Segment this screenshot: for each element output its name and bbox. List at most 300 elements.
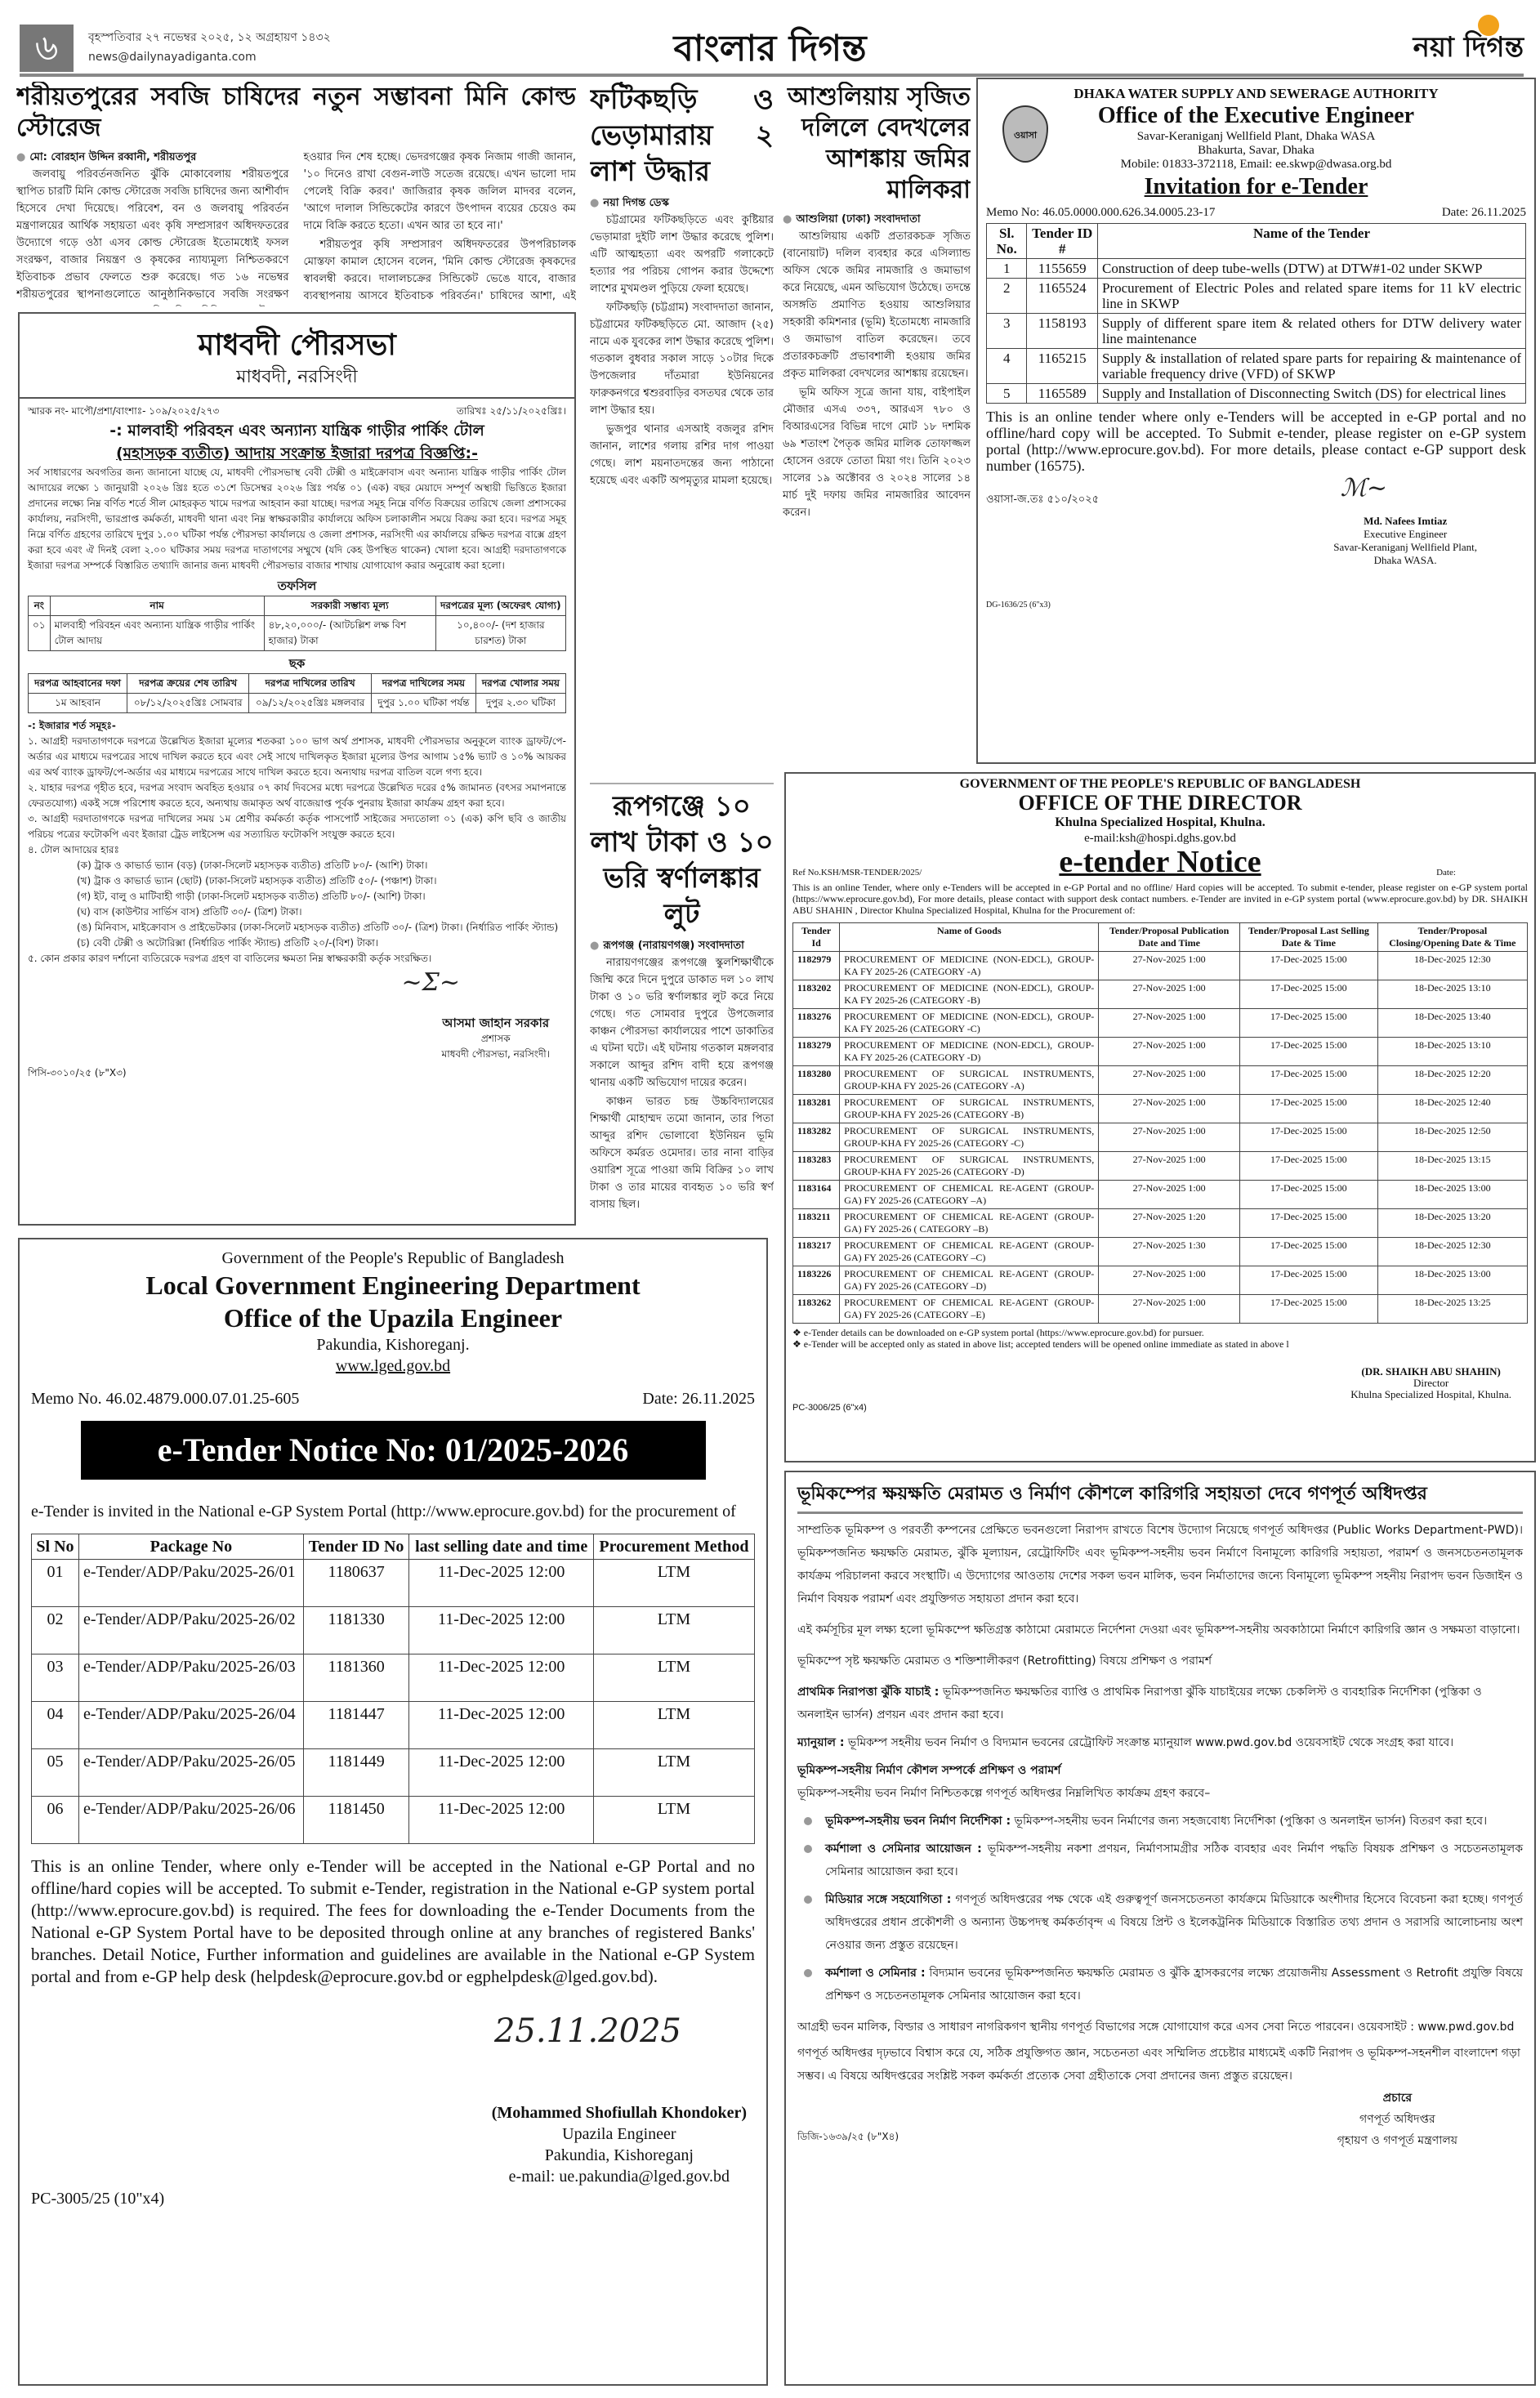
table-row	[32, 1560, 755, 1607]
headline: ভূমিকম্পের ক্ষয়ক্ষতি মেরামত ও নির্মাণ কৌশলে কারিগরি সহায়তা দেবে গণপূর্ত অধিদপ্তর	[797, 1480, 1523, 1514]
table-cell: 1183280	[793, 1066, 840, 1095]
table-cell: 3	[987, 314, 1027, 349]
newspaper-logo	[1413, 26, 1524, 73]
website-link[interactable]: www.lged.gov.bd	[335, 1357, 451, 1375]
table-cell: 1165589	[1027, 384, 1098, 404]
table-cell: 06	[32, 1797, 79, 1844]
dwasa-tender-table	[986, 223, 1526, 404]
toll-rate-item: (ঘ) বাস (কাউন্টার সার্ভিস বাস) প্রতিটি ৩০/- (ত্রিশ) টাকা।	[77, 906, 302, 918]
toll-rates-list	[28, 858, 566, 951]
table-cell: 27-Nov-2025 1:00	[1099, 1009, 1240, 1038]
table-cell: 18-Dec-2025 12:30	[1377, 952, 1527, 980]
table-cell: 1183281	[793, 1095, 840, 1123]
byline: ● মো: বোরহান উদ্দিন রব্বানী, শরীয়তপুর	[16, 149, 289, 166]
article-bodies-recovered	[590, 82, 774, 780]
dates-table	[28, 673, 566, 713]
subintro: ভূমিকম্প-সহনীয় ভবন নির্মাণ নিশ্চিতকল্পে গণপূর্ত অধিদপ্তর নিম্নলিখিত কার্যক্রম গ্রহণ করবে–	[797, 1787, 1211, 1800]
table-cell: 1181450	[303, 1797, 409, 1844]
ad-code: PC-3006/25 (6"x4)	[792, 1403, 867, 1413]
table-cell: PROCUREMENT OF MEDICINE (NON-EDCL), GROUP-KA FY 2025-26 (CATEGORY -D)	[840, 1038, 1099, 1066]
table-row	[987, 259, 1526, 279]
table-cell: 17-Dec-2025 15:00	[1240, 1123, 1378, 1152]
column-header: Tender/Proposal Last Selling Date & Time	[1240, 923, 1378, 952]
column-header: Package No	[78, 1534, 303, 1560]
table-cell: 4	[987, 349, 1027, 384]
paragraph: জলবায়ু পরিবর্তনজনিত ঝুঁকি মোকাবেলায় শরীয়তপুরে স্থাপিত চারটি মিনি কোল্ড স্টোরেজ সবজি চাষিদের জন্য আশীর্বাদ হিসেবে দেখা দিয়েছে। পরিবেশ, বন ও জলবায়ু পরিবর্তন মন্ত্রণালয়ের আর্থিক সহায়তা এবং কৃষি সম্প্রসারণ অধিদফতরের উদ্যোগে গড়ে ওঠা এসব কোল্ড স্টোরেজ ইতোমধ্যেই ফসল সংরক্ষণ, বাজার নিয়ন্ত্রণ ও কৃষকের ন্যায্যমূল্য নিশ্চিতকরণে ইতিবাচক প্রভাব ফেলতে শুরু করেছে। গত ১৬ নভেম্বর শরীয়তপুরের স্থাপনাগুলোতে আনুষ্ঠানিকভাবে সবজি সংরক্ষণ হওয়ার দিন শেষ হচ্ছে। ভেদরগঞ্জের কৃষক নিজাম গাজী জানান, '১০ দিনেও রাখা বেগুন-লাউ সতেজ রয়েছে। এখন ভালো দাম পেলেই বিক্রি করব।' জাজিরার কৃষক জলিল মাদবর বলেন, 'আগে দালাল সিন্ডিকেটের কারণে উৎপাদন ব্যয়ের চেয়েও কম দামে বিক্রি করতে হতো। এখন আর তা হবে না।'	[16, 151, 576, 301]
office-name: Office of the Executive Engineer	[1097, 103, 1415, 128]
table-cell: 2	[987, 279, 1027, 314]
table-cell: PROCUREMENT OF MEDICINE (NON-EDCL), GROUP-KA FY 2025-26 (CATEGORY -C)	[840, 1009, 1099, 1038]
table-cell: Procurement of Electric Poles and related spare items for 11 kV electric line in SKWP	[1097, 279, 1525, 314]
notice-intro: This is an online Tender, where only e-Tenders will be accepted in e-GP Portal and no offline/ Hard copies will be accepted. To submit e-tender, please register on e-GP system portal (https://www.eprocure.gov.bd), For more details, please contact with support desk contact numbers. e-Tender are invited in e-GP system portal (www.eprocure.gov.bd) by DR. SHAIKH ABU SHAHIN , Director Khulna Specialized Hospital, Khulna for the Procurement of:	[792, 882, 1528, 916]
chart-title: ছক	[288, 656, 306, 671]
table-cell: 27-Nov-2025 1:00	[1099, 1295, 1240, 1324]
table-cell: e-Tender/ADP/Paku/2025-26/06	[78, 1797, 303, 1844]
bullet-text: বিদ্যমান ভবনের ভূমিকম্পজনিত ক্ষয়ক্ষতি মেরামত ও ঝুঁকি হ্রাসকরণের লক্ষ্যে প্রয়োজনীয় Assessment ও Retrofit প্রযুক্তি বিষয়ে প্রশিক্ষণ ও সচেতনতামূলক সেমিনার আয়োজন করা হবে।	[825, 1967, 1523, 2003]
table-cell: PROCUREMENT OF MEDICINE (NON-EDCL), GROUP-KA FY 2025-26 (CATEGORY -A)	[840, 952, 1099, 980]
column-header: Name of Goods	[840, 923, 1099, 952]
table-cell: 17-Dec-2025 15:00	[1240, 1095, 1378, 1123]
signatory-office: Dhaka WASA.	[1373, 554, 1437, 566]
table-cell: PROCUREMENT OF CHEMICAL RE-AGENT (GROUP-GA) FY 2025-26 (CATEGORY –E)	[840, 1295, 1099, 1324]
notice-note: This is an online tender where only e-Tenders will be accepted in e-GP portal and no offline/hard copy will be accepted. To Submit e-tender, please register on e-GP system portal (http://www.eprocure.gov.bd). For more details, please contact e-GP support desk number (16575).	[986, 409, 1526, 474]
table-cell: 1183217	[793, 1238, 840, 1266]
table-cell: 27-Nov-2025 1:30	[1099, 1238, 1240, 1266]
publisher: গৃহায়ণ ও গণপূর্ত মন্ত্রণালয়	[1337, 2134, 1457, 2147]
bullet-icon	[804, 1845, 812, 1853]
signatory-designation: Upazila Engineer	[562, 2125, 676, 2143]
signatory-name: Md. Nafees Imtiaz	[1364, 515, 1448, 527]
municipality-title: মাধবদী পৌরসভা	[198, 328, 396, 362]
table-row	[793, 1066, 1528, 1095]
column-header: Procurement Method	[593, 1534, 754, 1560]
table-cell: 1181447	[303, 1702, 409, 1749]
table-cell: 11-Dec-2025 12:00	[409, 1749, 594, 1797]
header-row	[29, 596, 566, 616]
column-header: Sl No	[32, 1534, 79, 1560]
table-cell: LTM	[593, 1702, 754, 1749]
condition-item: ৩. আগ্রহী দরদাতাগণকে দরপত্র দাখিলের সময় ১ম শ্রেণীর কর্মকর্তা কর্তৃক পাসপোর্ট সাইজের সদ্যতোলা ০১ (এক) কপি ছবি ও জাতীয় পরিচয় পত্রের ফটোকপি এবং ইজারা ট্রেড লাইসেন্স এর সত্যায়িত ফটোকপি সংযুক্ত করতে হবে।	[28, 813, 566, 840]
bullet-item	[825, 1838, 1523, 1883]
bullet-item	[825, 1810, 1523, 1833]
headline: রূপগঞ্জে ১০ লাখ টাকা ও ১০ ভরি স্বর্ণালঙ্কার লুট	[590, 790, 774, 931]
headline: আশুলিয়ায় সৃজিত দলিলে বেদখলের আশঙ্কায় জমির মালিকরা	[788, 83, 971, 204]
header-divider	[20, 74, 1524, 77]
conditions-title: -: ইজারার শর্ত সমূহঃ-	[28, 720, 116, 731]
table-cell: 27-Nov-2025 1:00	[1099, 1095, 1240, 1123]
paragraph: ভুজপুর থানার এসআই বজলুর রশিদ জানান, লাশের গলায় রশির দাগ পাওয়া গেছে। লাশ ময়নাতদন্তের জন্য পাঠানো হয়েছে এবং একটি অপমৃত্যুর মামলা হয়েছে।	[590, 423, 774, 487]
table-row	[32, 1654, 755, 1702]
header-row	[32, 1534, 755, 1560]
notice-heading-2: (মহাসড়ক ব্যতীত) আদায় সংক্রান্ত ইজারা দরপত্র বিজ্ঞপ্তি:-	[116, 444, 478, 462]
logo-text: ওয়াসা	[1013, 130, 1038, 141]
table-row	[29, 694, 566, 713]
condition-5: ৫. কোন প্রকার কারণ দর্শানো ব্যতিরেকে দরপত্র গ্রহণ বা বাতিলের ক্ষমতা নিম্ন স্বাক্ষরকারী কর্তৃক সংরক্ষিত।	[28, 953, 432, 964]
notice-number-banner: e-Tender Notice No: 01/2025-2026	[81, 1421, 706, 1480]
table-cell: 27-Nov-2025 1:00	[1099, 1123, 1240, 1152]
bullet-label: কর্মশালা ও সেমিনার :	[825, 1967, 926, 1980]
table-cell: PROCUREMENT OF CHEMICAL RE-AGENT (GROUP-GA) FY 2025-26 (CATEGORY –A)	[840, 1181, 1099, 1209]
table-row	[32, 1607, 755, 1654]
table-cell: LTM	[593, 1607, 754, 1654]
table-cell: ১০,৪০০/- (দশ হাজার চারশত) টাকা	[435, 616, 565, 651]
signature: ~Ʃ~	[401, 968, 460, 997]
table-row	[32, 1797, 755, 1844]
table-row	[793, 1123, 1528, 1152]
bullet-text: ভূমিকম্প-সহনীয় নকশা প্রণয়ন, নির্মাণসামগ্রীর সঠিক ব্যবহার এবং নির্মাণ পদ্ধতি বিষয়ক প্রশিক্ষণ ও সচেতনতামূলক সেমিনার আয়োজন করা হবে।	[825, 1842, 1523, 1878]
table-row	[793, 1009, 1528, 1038]
table-cell: 27-Nov-2025 1:00	[1099, 1266, 1240, 1295]
table-cell: 18-Dec-2025 13:10	[1377, 980, 1527, 1009]
table-cell: 18-Dec-2025 12:30	[1377, 1238, 1527, 1266]
table-cell: 17-Dec-2025 15:00	[1240, 1266, 1378, 1295]
table-cell: e-Tender/ADP/Paku/2025-26/02	[78, 1607, 303, 1654]
notice-date: তারিখঃ ২৫/১১/২০২৫খ্রিঃ।	[456, 405, 566, 417]
column-header: দরপত্র দাখিলের তারিখ	[249, 674, 372, 694]
table-cell: 27-Nov-2025 1:00	[1099, 980, 1240, 1009]
table-row	[793, 1266, 1528, 1295]
table-cell: দুপুর ১.০০ ঘটিকা পর্যন্ত	[371, 694, 475, 713]
item-label: প্রাথমিক নিরাপত্তা ঝুঁকি যাচাই :	[797, 1686, 940, 1699]
column-header: Tender/Proposal Closing/Opening Date & Time	[1377, 923, 1527, 952]
table-cell: e-Tender/ADP/Paku/2025-26/03	[78, 1654, 303, 1702]
table-cell: 5	[987, 384, 1027, 404]
article-robbery	[590, 788, 774, 1230]
madhabdi-tender-ad	[18, 312, 576, 1226]
header-row	[29, 674, 566, 694]
toll-rate-item: (ঙ) মিনিবাস, মাইক্রোবাস ও প্রাইভেটকার (ঢাকা-সিলেট মহাসড়ক ব্যতীত) প্রতিটি ৩০/- (ত্রিশ) টাকা। (নির্ধারিত পার্কিং স্ট্যান্ড)	[77, 922, 559, 933]
notice-body: সর্ব সাধারণের অবগতির জন্য জানানো যাচ্ছে যে, মাধবদী পৌরসভাস্থ বেবী টেক্সী ও মাইক্রোবাস এবং অন্যান্য যান্ত্রিক গাড়ীর পার্কিং টোল আদায়ের লক্ষ্যে ১ জানুয়ারী ২০২৬ খ্রিঃ হতে ৩১শে ডিসেম্বর ২০২৬ খ্রিঃ পর্যন্ত ০১ (এক) বছর মেয়াদে সম্পূর্ণ অস্থায়ী ভিত্তিতে ইজারা প্রদানের লক্ষ্যে নিম্ন বর্ণিত শর্তে সীল মোহরকৃত খামে দরপত্র আহবান করা যাচ্ছে। দরপত্র সমূহ নিম্নে বর্ণিত বিক্রয়ের তারিখে জেলা প্রশাসকের কার্যালয়, নরসিংদী, ভারপ্রাপ্ত কর্মকর্তা, মাধবদী থানা এবং নিম্ন স্বাক্ষরকারীর কার্যালয়ে অফিস চলাকালীন সময়ে বিক্রয় করা হবে। দরপত্র সমূহ নিম্নে বর্ণিত গ্রহণের তারিখে দুপুর ১.০০ ঘটিকা পর্যন্ত পৌরসভা কার্যালয়ে ও জেলা প্রশাসক, নরসিংদী এর কার্যালয়ে রক্ষিত দরপত্র বাক্সে গ্রহণ করা হবে এবং ঐ দিনই বেলা ২.০০ ঘটিকার সময় দরপত্র দাতাগণের সম্মুখে (যদি কেহ উপস্থিত থাকেন) খোলা হবে। আগ্রহী দরদাতাগণকে ইজারা দরপত্র সম্পর্কে বিস্তারিত তথ্যাদি জানার জন্য মাধবদী পৌরসভার বাজার শাখায় যোগাযোগ করার অনুরোধ করা হলো।	[28, 467, 566, 571]
table-row	[793, 1238, 1528, 1266]
bullet-label: ভূমিকম্প-সহনীয় ভবন নির্মাণ নির্দেশিকা :	[825, 1815, 1011, 1828]
table-cell: 18-Dec-2025 13:00	[1377, 1266, 1527, 1295]
table-cell: 1183202	[793, 980, 840, 1009]
table-cell: e-Tender/ADP/Paku/2025-26/04	[78, 1702, 303, 1749]
paragraph: ফটিকছড়ি (চট্টগ্রাম) সংবাদদাতা জানান, চট্টগ্রামের ফটিকছড়িতে মো. আজাদ (২৫) নামে এক যুবকের লাশ উদ্ধার করেছে পুলিশ। গতকাল বুধবার সকাল সাড়ে ১০টার দিকে উপজেলার দাঁতমারা ইউনিয়নের ফারুকনগরে শ্বশুরবাড়ির বসতঘর থেকে তার লাশ উদ্ধার হয়।	[590, 301, 774, 417]
byline: ● রূপগঞ্জ (নারায়ণগঞ্জ) সংবাদদাতা	[590, 937, 774, 954]
toll-rate-item: (চ) বেবী টেক্সী ও অটোরিক্সা (নির্ধারিত পার্কিং স্ট্যান্ড) প্রতিটি ২০/-(বিশ) টাকা।	[77, 937, 379, 949]
table-cell: ৪৮,২০,০০০/- (আটচল্লিশ লক্ষ বিশ হাজার) টাকা	[264, 616, 435, 651]
paragraph: কাঞ্চন ভারত চন্দ্র উচ্চবিদ্যালয়ের শিক্ষার্থী মোহাম্মদ তমো জানান, তার পিতা আব্দুর রশিদ ভোলাবো ইউনিয়ন ভূমি অফিসে কর্মরত ওমেদার। তার নানা বাড়ির ওয়ারিশ সূত্রে পাওয়া জমি বিক্রির ১০ লাখ টাকা ও তার মায়ের ব্যবহৃত ১০ ভরি স্বর্ণ বাসায় ছিল।	[590, 1096, 774, 1211]
toll-rate-item: (খ) ট্রাক ও কাভার্ড ভ্যান (ছোট) (ঢাকা-সিলেট মহাসড়ক ব্যতীত) প্রতিটি ৫০/- (পঞ্চাশ) টাকা।	[77, 875, 437, 886]
table-cell: LTM	[593, 1560, 754, 1607]
paragraph: আশুলিয়ায় একটি প্রতারকচক্র সৃজিত (বানোয়াট) দলিল ব্যবহার করে এসিল্যান্ড অফিস থেকে জমির নামজারি ও জমাভাগ করে নিয়েছে, এমন অভিযোগ উঠেছে। তদন্তে অসঙ্গতি প্রমাণিত হওয়ায় আশুলিয়ার সহকারী কমিশনার (ভূমি) ইতোমধ্যে নামজারি ও জমাভাগ বাতিল করেছেন। তবে প্রতারকচক্রটি প্রভাবশালী হওয়ায় জমির প্রকৃত মালিকরা বেদখলের আশঙ্কায় রয়েছেন।	[783, 230, 971, 380]
table-cell: Supply and Installation of Disconnecting Switch (DS) for electrical lines	[1097, 384, 1525, 404]
table-cell: PROCUREMENT OF MEDICINE (NON-EDCL), GROUP-KA FY 2025-26 (CATEGORY -B)	[840, 980, 1099, 1009]
table-row	[32, 1702, 755, 1749]
schedule-title: তফসিল	[277, 578, 317, 593]
column-header: Tender/Proposal Publication Date and Time	[1099, 923, 1240, 952]
municipality-location: মাধবদী, নরসিংদী	[236, 367, 358, 387]
table-cell: ১ম আহবান	[29, 694, 127, 713]
table-cell: 18-Dec-2025 13:00	[1377, 1181, 1527, 1209]
table-cell: 1180637	[303, 1560, 409, 1607]
article-cold-storage	[16, 82, 576, 306]
signatory-designation: Director	[1413, 1377, 1449, 1389]
notice-date: Date: 26.11.2025	[1441, 206, 1526, 219]
table-cell: 11-Dec-2025 12:00	[409, 1654, 594, 1702]
table-cell: 17-Dec-2025 15:00	[1240, 1209, 1378, 1238]
logo-text: নয়া দিগন্ত	[1413, 31, 1524, 64]
byline: ● নয়া দিগন্ত ডেস্ক	[590, 194, 774, 212]
toll-rate-item: (গ) ইট, বালু ও মাটিবাহী গাড়ী (ঢাকা-সিলেট মহাসড়ক ব্যতীত) প্রতিটি ৮০/- (আশি) টাকা।	[77, 891, 426, 902]
note: ❖ e-Tender details can be downloaded on e-GP system portal (https://www.eprocure.gov.bd) for pursuer.	[792, 1327, 1204, 1338]
office-location: Pakundia, Kishoreganj.	[316, 1336, 470, 1354]
condition-item: ৪. টোল আদায়ের হারঃ	[28, 844, 119, 855]
table-row	[793, 980, 1528, 1009]
table-row	[793, 1209, 1528, 1238]
table-cell: 1183276	[793, 1009, 840, 1038]
table-cell: 17-Dec-2025 15:00	[1240, 1238, 1378, 1266]
header-row	[987, 224, 1526, 259]
khulna-tender-table	[792, 922, 1528, 1324]
item-label: ম্যানুয়াল :	[797, 1736, 845, 1749]
subheading: ভূমিকম্প-সহনীয় নির্মাণ কৌশল সম্পর্কে প্রশিক্ষণ ও পরামর্শ	[797, 1764, 1061, 1777]
paragraph: চট্টগ্রামের ফটিকছড়িতে এবং কুষ্টিয়ার ভেড়ামারা দুইটি লাশ উদ্ধার করেছে পুলিশ। এটি আত্মহত্যা এবং অপরটি গলাকেটে হত্যার পর পরিচয় গোপন করার উদ্দেশ্যে লাশের মুখমণ্ডল পুড়িয়ে ফেলা হয়েছে।	[590, 214, 774, 295]
paragraph: শরীয়তপুর কৃষি সম্প্রসারণ অধিদফতরের উপপরিচালক মোস্তফা কামাল হোসেন বলেন, 'মিনি কোল্ড স্টোরেজ কৃষকদের স্বাবলম্বী করবে। দালালচক্রের সিন্ডিকেট ভেঙে যাবে, বাজার ব্যবস্থাপনায় আসবে ইতিবাচক পরিবর্তন।' চাষিদের আশা, এই	[303, 239, 576, 302]
column-header: Tender ID #	[1027, 224, 1098, 259]
table-cell: LTM	[593, 1797, 754, 1844]
signatory-name: আসমা জাহান সরকার	[442, 1016, 550, 1030]
lged-tender-table	[31, 1534, 755, 1844]
ad-code: DG-1636/25 (6"x3)	[986, 601, 1051, 610]
signatory-name: (Mohammed Shofiullah Khondoker)	[491, 2104, 747, 2122]
table-cell: 1183226	[793, 1266, 840, 1295]
memo-number: স্মারক নং- মাপৌ/প্রশা/বাংশাঃ- ১০৯/২০২৫/২৭৩	[28, 405, 220, 417]
notice-intro: e-Tender is invited in the National e-GP System Portal (http://www.eprocure.gov.bd) for the procurement of	[31, 1503, 736, 1521]
ad-code: পিসি-৩০১০/২৫ (৮"X৩)	[28, 1067, 127, 1078]
page-number: ৬	[20, 25, 74, 72]
paragraph: ভূমি অফিস সূত্রে জানা যায়, বাইপাইল মৌজার এসএ ৩৩৭, আরএস ৭৮০ ও বিআরএসের বিভিন্ন দাগে মোট ১৮ দশমিক ৬৯ শতাংশ পৈতৃক জমির মালিক তোফাজ্জল হোসেন ওরফে তোতা মিয়া গং। তিনি ২০২৩ সালের ১৯ অক্টোবর ও ২০২৪ সালের ১৪ মার্চ দুই দফায় জমির নামজারির আবেদন করেন।	[783, 386, 971, 519]
signatory-designation: Executive Engineer	[1364, 528, 1448, 540]
signatory-email: e-mail: ue.pakundia@lged.gov.bd	[508, 2168, 730, 2186]
table-cell: 27-Nov-2025 1:00	[1099, 1066, 1240, 1095]
table-cell: ০৮/১২/২০২৫খ্রিঃ সোমবার	[127, 694, 249, 713]
header-row	[793, 923, 1528, 952]
ref-number: Ref No.KSH/MSR-TENDER/2025/	[792, 868, 922, 877]
table-cell: Construction of deep tube-wells (DTW) at DTW#1-02 under SKWP	[1097, 259, 1525, 279]
table-cell: 1158193	[1027, 314, 1098, 349]
address-line: Savar-Keraniganj Wellfield Plant, Dhaka WASA	[1136, 130, 1376, 143]
table-cell: 17-Dec-2025 15:00	[1240, 1038, 1378, 1066]
table-row	[793, 1295, 1528, 1324]
table-cell: 1155659	[1027, 259, 1098, 279]
table-cell: 17-Dec-2025 15:00	[1240, 980, 1378, 1009]
memo-number: Memo No: 46.05.0000.000.626.34.0005.23-17	[986, 206, 1216, 219]
item-text: ভূমিকম্প সহনীয় ভবন নির্মাণ ও বিদ্যমান ভবনের রেট্রোফিট সংক্রান্ত ম্যানুয়াল www.pwd.gov.bd ওয়েবসাইট থেকে সংগ্রহ করা যাবে।	[844, 1736, 1454, 1749]
table-cell: 27-Nov-2025 1:00	[1099, 952, 1240, 980]
bullet-icon	[804, 1969, 812, 1977]
address-line: Bhakurta, Savar, Dhaka	[1198, 144, 1315, 157]
bullet-icon	[804, 1817, 812, 1825]
bullet-item	[825, 1888, 1523, 1957]
table-cell: PROCUREMENT OF CHEMICAL RE-AGENT (GROUP-GA) FY 2025-26 (CATEGORY –D)	[840, 1266, 1099, 1295]
table-row	[793, 1181, 1528, 1209]
notice-title: Invitation for e-Tender	[1144, 174, 1368, 199]
pwd-earthquake-ad	[784, 1471, 1536, 2386]
table-cell: 1183211	[793, 1209, 840, 1238]
table-cell: 17-Dec-2025 15:00	[1240, 1181, 1378, 1209]
table-cell: 27-Nov-2025 1:20	[1099, 1209, 1240, 1238]
table-cell: 05	[32, 1749, 79, 1797]
paragraph: আগ্রহী ভবন মালিক, বিল্ডার ও সাধারণ নাগরিকগণ স্থানীয় গণপূর্ত বিভাগের সঙ্গে যোগাযোগ করে এসব সেবা নিতে পারবেন। ওয়েবসাইট : www.pwd.gov.bd	[797, 2021, 1515, 2034]
item-text: ভূমিকম্পজনিত ক্ষয়ক্ষতির ব্যাপ্তি ও প্রাথমিক নিরাপত্তা ঝুঁকি যাচাইয়ের লক্ষ্যে চেকলিস্ট ও ব্যবহারিক নির্দেশিকা (পুস্তিকা ও অনলাইন ভার্সন) প্রণয়ন এবং প্রদান করা হবে।	[797, 1686, 1482, 1721]
khulna-hospital-tender-ad	[784, 772, 1536, 1462]
table-cell: 1183282	[793, 1123, 840, 1152]
table-cell: 1165215	[1027, 349, 1098, 384]
table-cell: 01	[32, 1560, 79, 1607]
table-cell: 1183279	[793, 1038, 840, 1066]
table-cell: 18-Dec-2025 13:40	[1377, 1009, 1527, 1038]
table-cell: 18-Dec-2025 12:40	[1377, 1095, 1527, 1123]
table-cell: 04	[32, 1702, 79, 1749]
bullet-icon	[804, 1896, 812, 1904]
table-cell: 27-Nov-2025 1:00	[1099, 1181, 1240, 1209]
publisher: গণপূর্ত অধিদপ্তর	[1359, 2113, 1435, 2126]
office-name: OFFICE OF THE DIRECTOR	[1018, 791, 1302, 815]
column-header: দরপত্র ক্রয়ের শেষ তারিখ	[127, 674, 249, 694]
paragraph: গণপূর্ত অধিদপ্তর দৃঢ়ভাবে বিশ্বাস করে যে, সঠিক প্রযুক্তিগত জ্ঞান, সচেতনতা এবং সম্মিলিত প্রচেষ্টার মাধ্যমেই একটি নিরাপদ ও ভূমিকম্প-সহনশীল বাংলাদেশ গড়া সম্ভব। এ বিষয়ে অধিদপ্তরের সংশ্লিষ্ট সকল কর্মকর্তা প্রত্যেক সেবা গ্রহীতাকে সেবা প্রদানের জন্য প্রস্তুত রয়েছেন।	[797, 2047, 1520, 2083]
signatory-location: Pakundia, Kishoreganj	[544, 2146, 694, 2164]
table-row	[987, 279, 1526, 314]
table-cell: ০১	[29, 616, 51, 651]
table-cell: 11-Dec-2025 12:00	[409, 1797, 594, 1844]
table-cell: 1183164	[793, 1181, 840, 1209]
hospital-name: Khulna Specialized Hospital, Khulna.	[1055, 815, 1265, 829]
column-header: নং	[29, 596, 51, 616]
table-cell: 18-Dec-2025 13:15	[1377, 1152, 1527, 1181]
table-cell: 03	[32, 1654, 79, 1702]
ad-code: PC-3005/25 (10"x4)	[31, 2190, 165, 2208]
table-cell: Supply of different spare item & related others for DTW delivery water line maintenance	[1097, 314, 1525, 349]
paragraph: সাম্প্রতিক ভূমিকম্প ও পরবর্তী কম্পনের প্রেক্ষিতে ভবনগুলো নিরাপদ রাখতে বিশেষ উদ্যোগ নিয়েছে গণপূর্ত অধিদপ্তর (Public Works Department-PWD)। ভূমিকম্পজনিত ক্ষয়ক্ষতি মেরামত, ঝুঁকি মূল্যায়ন, রেট্রোফিটিং এবং ভূমিকম্প-সহনীয় ভবন নির্মাণে বিনামূল্যে কারিগরি সহায়তা, পরামর্শ ও জনসচেতনতামূলক কার্যক্রম পরিচালনা করবে সংস্থাটি। এ উদ্যোগের আওতায় দেশের সকল ভবন মালিক, ভবন নির্মাতাদের জন্যে বিনামূল্যে ভূমিকম্প সহনীয় নিরাপদ ভবন ডিজাইন ও নির্মাণ বিষয়ক পরামর্শ এবং প্রযুক্তিগত সহায়তা প্রদান করা হবে।	[797, 1524, 1523, 1605]
table-cell: দুপুর ২.৩০ ঘটিকা	[475, 694, 565, 713]
issue-date: বৃহস্পতিবার ২৭ নভেম্বর ২০২৫, ১২ অগ্রহায়ণ ১৪৩২	[88, 31, 331, 44]
note: ❖ e-Tender will be accepted only as stated in above list; accepted tenders will be opened online immediate as stated in above l	[792, 1338, 1289, 1350]
byline: ● আশুলিয়া (ঢাকা) সংবাদদাতা	[783, 211, 971, 228]
table-cell: Supply & installation of related spare parts for repairing & maintenance of variable frequency drive (VFD) of SKWP	[1097, 349, 1525, 384]
authority-name: DHAKA WATER SUPPLY AND SEWERAGE AUTHORITY	[1074, 86, 1439, 101]
lged-tender-ad	[18, 1238, 768, 2386]
table-cell: 17-Dec-2025 15:00	[1240, 1066, 1378, 1095]
table-row	[987, 349, 1526, 384]
table-cell: LTM	[593, 1749, 754, 1797]
table-cell: 11-Dec-2025 12:00	[409, 1607, 594, 1654]
headline: শরীয়তপুরের সবজি চাষিদের নতুন সম্ভাবনা মিনি কোল্ড স্টোরেজ	[16, 83, 576, 142]
table-cell: 18-Dec-2025 13:10	[1377, 1038, 1527, 1066]
table-cell: PROCUREMENT OF CHEMICAL RE-AGENT (GROUP-GA) FY 2025-26 (CATEGORY –C)	[840, 1238, 1099, 1266]
column-header: Tender Id	[793, 923, 840, 952]
paragraph: নারায়ণগঞ্জের রূপগঞ্জে স্কুলশিক্ষার্থীকে জিম্মি করে দিনে দুপুরে ডাকাত দল ১০ লাখ টাকা ও ১০ ভরি স্বর্ণালঙ্কার লুট করে নিয়ে গেছে। গত সোমবার দুপুরে উপজেলার কাঞ্চন পৌরসভা কার্যালয়ের পাশে ডাকাতির এ ঘটনা ঘটে। এই ঘটনায় গতকাল মঙ্গলবার সকালে আব্দুর রশিদ বাদী হয়ে রূপগঞ্জ থানায় একটি অভিযোগ দায়ের করেন।	[590, 957, 774, 1089]
column-divider	[590, 783, 774, 784]
column-header: নাম	[50, 596, 264, 616]
article-land-grab	[783, 82, 971, 776]
table-cell: 18-Dec-2025 13:25	[1377, 1295, 1527, 1324]
notice-date: Date: 26.11.2025	[642, 1390, 755, 1408]
signatory-office: Khulna Specialized Hospital, Khulna.	[1350, 1388, 1511, 1400]
paragraph: ভূমিকম্পে সৃষ্ট ক্ষয়ক্ষতি মেরামত ও শক্তিশালীকরণ (Retrofitting) বিষয়ে প্রশিক্ষণ ও পরামর্শ	[797, 1654, 1212, 1668]
newsroom-email: news@dailynayadiganta.com	[88, 51, 257, 64]
signature	[493, 2012, 681, 2050]
table-cell: PROCUREMENT OF SURGICAL INSTRUMENTS, GROUP-KHA FY 2025-26 (CATEGORY -A)	[840, 1066, 1099, 1095]
bullet-list	[797, 1810, 1523, 2007]
table-row	[793, 1038, 1528, 1066]
table-row	[793, 1095, 1528, 1123]
table-cell: 17-Dec-2025 15:00	[1240, 1295, 1378, 1324]
table-cell: 1181449	[303, 1749, 409, 1797]
table-cell: e-Tender/ADP/Paku/2025-26/01	[78, 1560, 303, 1607]
table-cell: 1181360	[303, 1654, 409, 1702]
table-cell: মালবাহী পরিবহন এবং অন্যান্য যান্ত্রিক গাড়ীর পার্কিং টোল আদায়	[50, 616, 264, 651]
condition-item: ২. যাহার দরপত্র গৃহীত হবে, দরপত্র সংবাদ অবহিত হওয়ার ০৭ কার্য দিবসের মধ্যে দরপত্রে উল্লেখিত দরের ৫% জামানত (বৎসর সমাপনান্তে ফেরতযোগ্য) একই সঙ্গে পরিশোধ করতে হবে, অন্যথায় জমাকৃত অর্থ বাজেয়াপ্ত পূর্বক পুনরায় ইজারা কার্যক্রম গ্রহণ করা হবে।	[28, 782, 566, 809]
schedule-table	[28, 596, 566, 651]
signatory-office: মাধবদী পৌরসভা, নরসিংদী।	[441, 1048, 550, 1060]
table-cell: PROCUREMENT OF CHEMICAL RE-AGENT (GROUP-GA) FY 2025-26 ( CATEGORY –B)	[840, 1209, 1099, 1238]
government-name: GOVERNMENT OF THE PEOPLE'S REPUBLIC OF BANGLADESH	[959, 777, 1361, 791]
bullet-text: ভূমিকম্প-সহনীয় ভবন নির্মাণের জন্য সহজবোধ্য নির্দেশিকা (পুস্তিকা ও অনলাইন ভার্সন) বিতরণ করা হবে।	[1011, 1815, 1488, 1828]
table-cell: ০৯/১২/২০২৫খ্রিঃ মঙ্গলবার	[249, 694, 372, 713]
column-header: দরপত্র খোলার সময়	[475, 674, 565, 694]
column-header: last selling date and time	[409, 1534, 594, 1560]
table-cell: 1165524	[1027, 279, 1098, 314]
signature: ℳ~	[1340, 474, 1387, 502]
table-row	[987, 384, 1526, 404]
table-cell: e-Tender/ADP/Paku/2025-26/05	[78, 1749, 303, 1797]
column-header: সরকারী সম্ভাব্য মূল্য	[264, 596, 435, 616]
headline: ফটিকছড়ি ও ভেড়ামারায় ২ লাশ উদ্ধার	[590, 83, 774, 188]
table-cell: 17-Dec-2025 15:00	[1240, 952, 1378, 980]
ad-code: ডিজি-১৬৩৯/২৫ (৮"X৪)	[797, 2131, 899, 2142]
column-header: দরপত্র দাখিলের সময়	[371, 674, 475, 694]
toll-rate-item: (ক) ট্রাক ও কাভার্ড ভ্যান (বড়) (ঢাকা-সিলেট মহাসড়ক ব্যতীত) প্রতিটি ৮০/- (আশি) টাকা।	[77, 860, 428, 871]
table-cell: PROCUREMENT OF SURGICAL INSTRUMENTS, GROUP-KHA FY 2025-26 (CATEGORY -C)	[840, 1123, 1099, 1152]
table-cell: 27-Nov-2025 1:00	[1099, 1152, 1240, 1181]
bullet-text: গণপূর্ত অধিদপ্তরের পক্ষ থেকে এই গুরুত্বপূর্ণ জনসচেতনতা কার্যক্রমে মিডিয়াকে অংশীদার হিসেবে বিবেচনা করা হচ্ছে। গণপূর্ত অধিদপ্তরের প্রধান প্রকৌশলী ও অন্যান্য উচ্চপদস্থ কর্মকর্তাবৃন্দ এ বিষয়ে প্রিন্ট ও ইলেকট্রনিক মিডিয়াকে বিস্তারিত তথ্য প্রদান ও সরাসরি আলোচনায় অংশ নেওয়ার জন্য প্রস্তুত রয়েছেন।	[825, 1893, 1523, 1952]
article-body	[16, 149, 576, 306]
bullet-item	[825, 1962, 1523, 2007]
bullet-label: কর্মশালা ও সেমিনার আয়োজন :	[825, 1842, 982, 1855]
table-row	[32, 1749, 755, 1797]
table-cell: PROCUREMENT OF SURGICAL INSTRUMENTS, GROUP-KHA FY 2025-26 (CATEGORY -D)	[840, 1152, 1099, 1181]
hospital-email: e-mail:ksh@hospi.dghs.gov.bd	[1084, 832, 1236, 845]
memo-number: Memo No. 46.02.4879.000.07.01.25-605	[31, 1390, 300, 1408]
table-row	[987, 314, 1526, 349]
table-cell: 17-Dec-2025 15:00	[1240, 1009, 1378, 1038]
section-title: বাংলার দিগন্ত	[673, 28, 867, 69]
column-header: দরপত্রের মূল্য (অফেরৎ যোগ্য)	[435, 596, 565, 616]
column-header: Tender ID No	[303, 1534, 409, 1560]
signatory-designation: প্রশাসক	[480, 1033, 511, 1044]
table-cell: 17-Dec-2025 15:00	[1240, 1152, 1378, 1181]
table-cell: 1183283	[793, 1152, 840, 1181]
table-cell: 1181330	[303, 1607, 409, 1654]
notice-heading: -: মালবাহী পরিবহন এবং অন্যান্য যান্ত্রিক গাড়ীর পার্কিং টোল	[109, 422, 484, 440]
table-row	[793, 952, 1528, 980]
column-header: Name of the Tender	[1097, 224, 1525, 259]
office-name: Office of the Upazila Engineer	[223, 1303, 563, 1333]
signature-date: 25.11.2025	[493, 2012, 681, 2050]
column-header: দরপত্র আহবানের দফা	[29, 674, 127, 694]
paragraph: এই কর্মসূচির মূল লক্ষ্য হলো ভূমিকম্পে ক্ষতিগ্রস্ত কাঠামো মেরামতে নির্দেশনা দেওয়া এবং ভূমিকম্প-সহনীয় অবকাঠামো নির্মাণে কারিগরি জ্ঞান ও সক্ষমতা বাড়ানো।	[797, 1623, 1520, 1637]
table-row	[793, 1152, 1528, 1181]
table-cell: 02	[32, 1607, 79, 1654]
condition-item: ১. আগ্রহী দরদাতাগণকে দরপত্রে উল্লেখিত ইজারা মূল্যের শতকরা ১০০ ভাগ অর্থ প্রশাসক, মাধবদী পৌরসভার অনুকূলে ব্যাংক ড্রাফট/পে-অর্ডার এর মাধ্যমে দরপত্রের সাথে দাখিল করতে হবে এবং সেই সাথে দাখিলকৃত ইজারা মূল্যের উপর আগাম ১৫% ভ্যাট ও ১০% আয়কর এর অর্থ ব্যাংক ড্রাফট/পে-অর্ডার এর মাধ্যমে দরপত্রের সাথে দাখিল করতে হবে। অন্যথায় দরপত্র বাতিল বলে গণ্য হবে।	[28, 735, 566, 778]
government-name: Government of the People's Republic of Bangladesh	[221, 1249, 565, 1267]
department-name: Local Government Engineering Department	[145, 1270, 641, 1300]
contact-line: Mobile: 01833-372118, Email: ee.skwp@dwasa.org.bd	[1120, 158, 1392, 171]
table-cell: 18-Dec-2025 13:20	[1377, 1209, 1527, 1238]
notice-title: e-tender Notice	[1059, 845, 1261, 879]
